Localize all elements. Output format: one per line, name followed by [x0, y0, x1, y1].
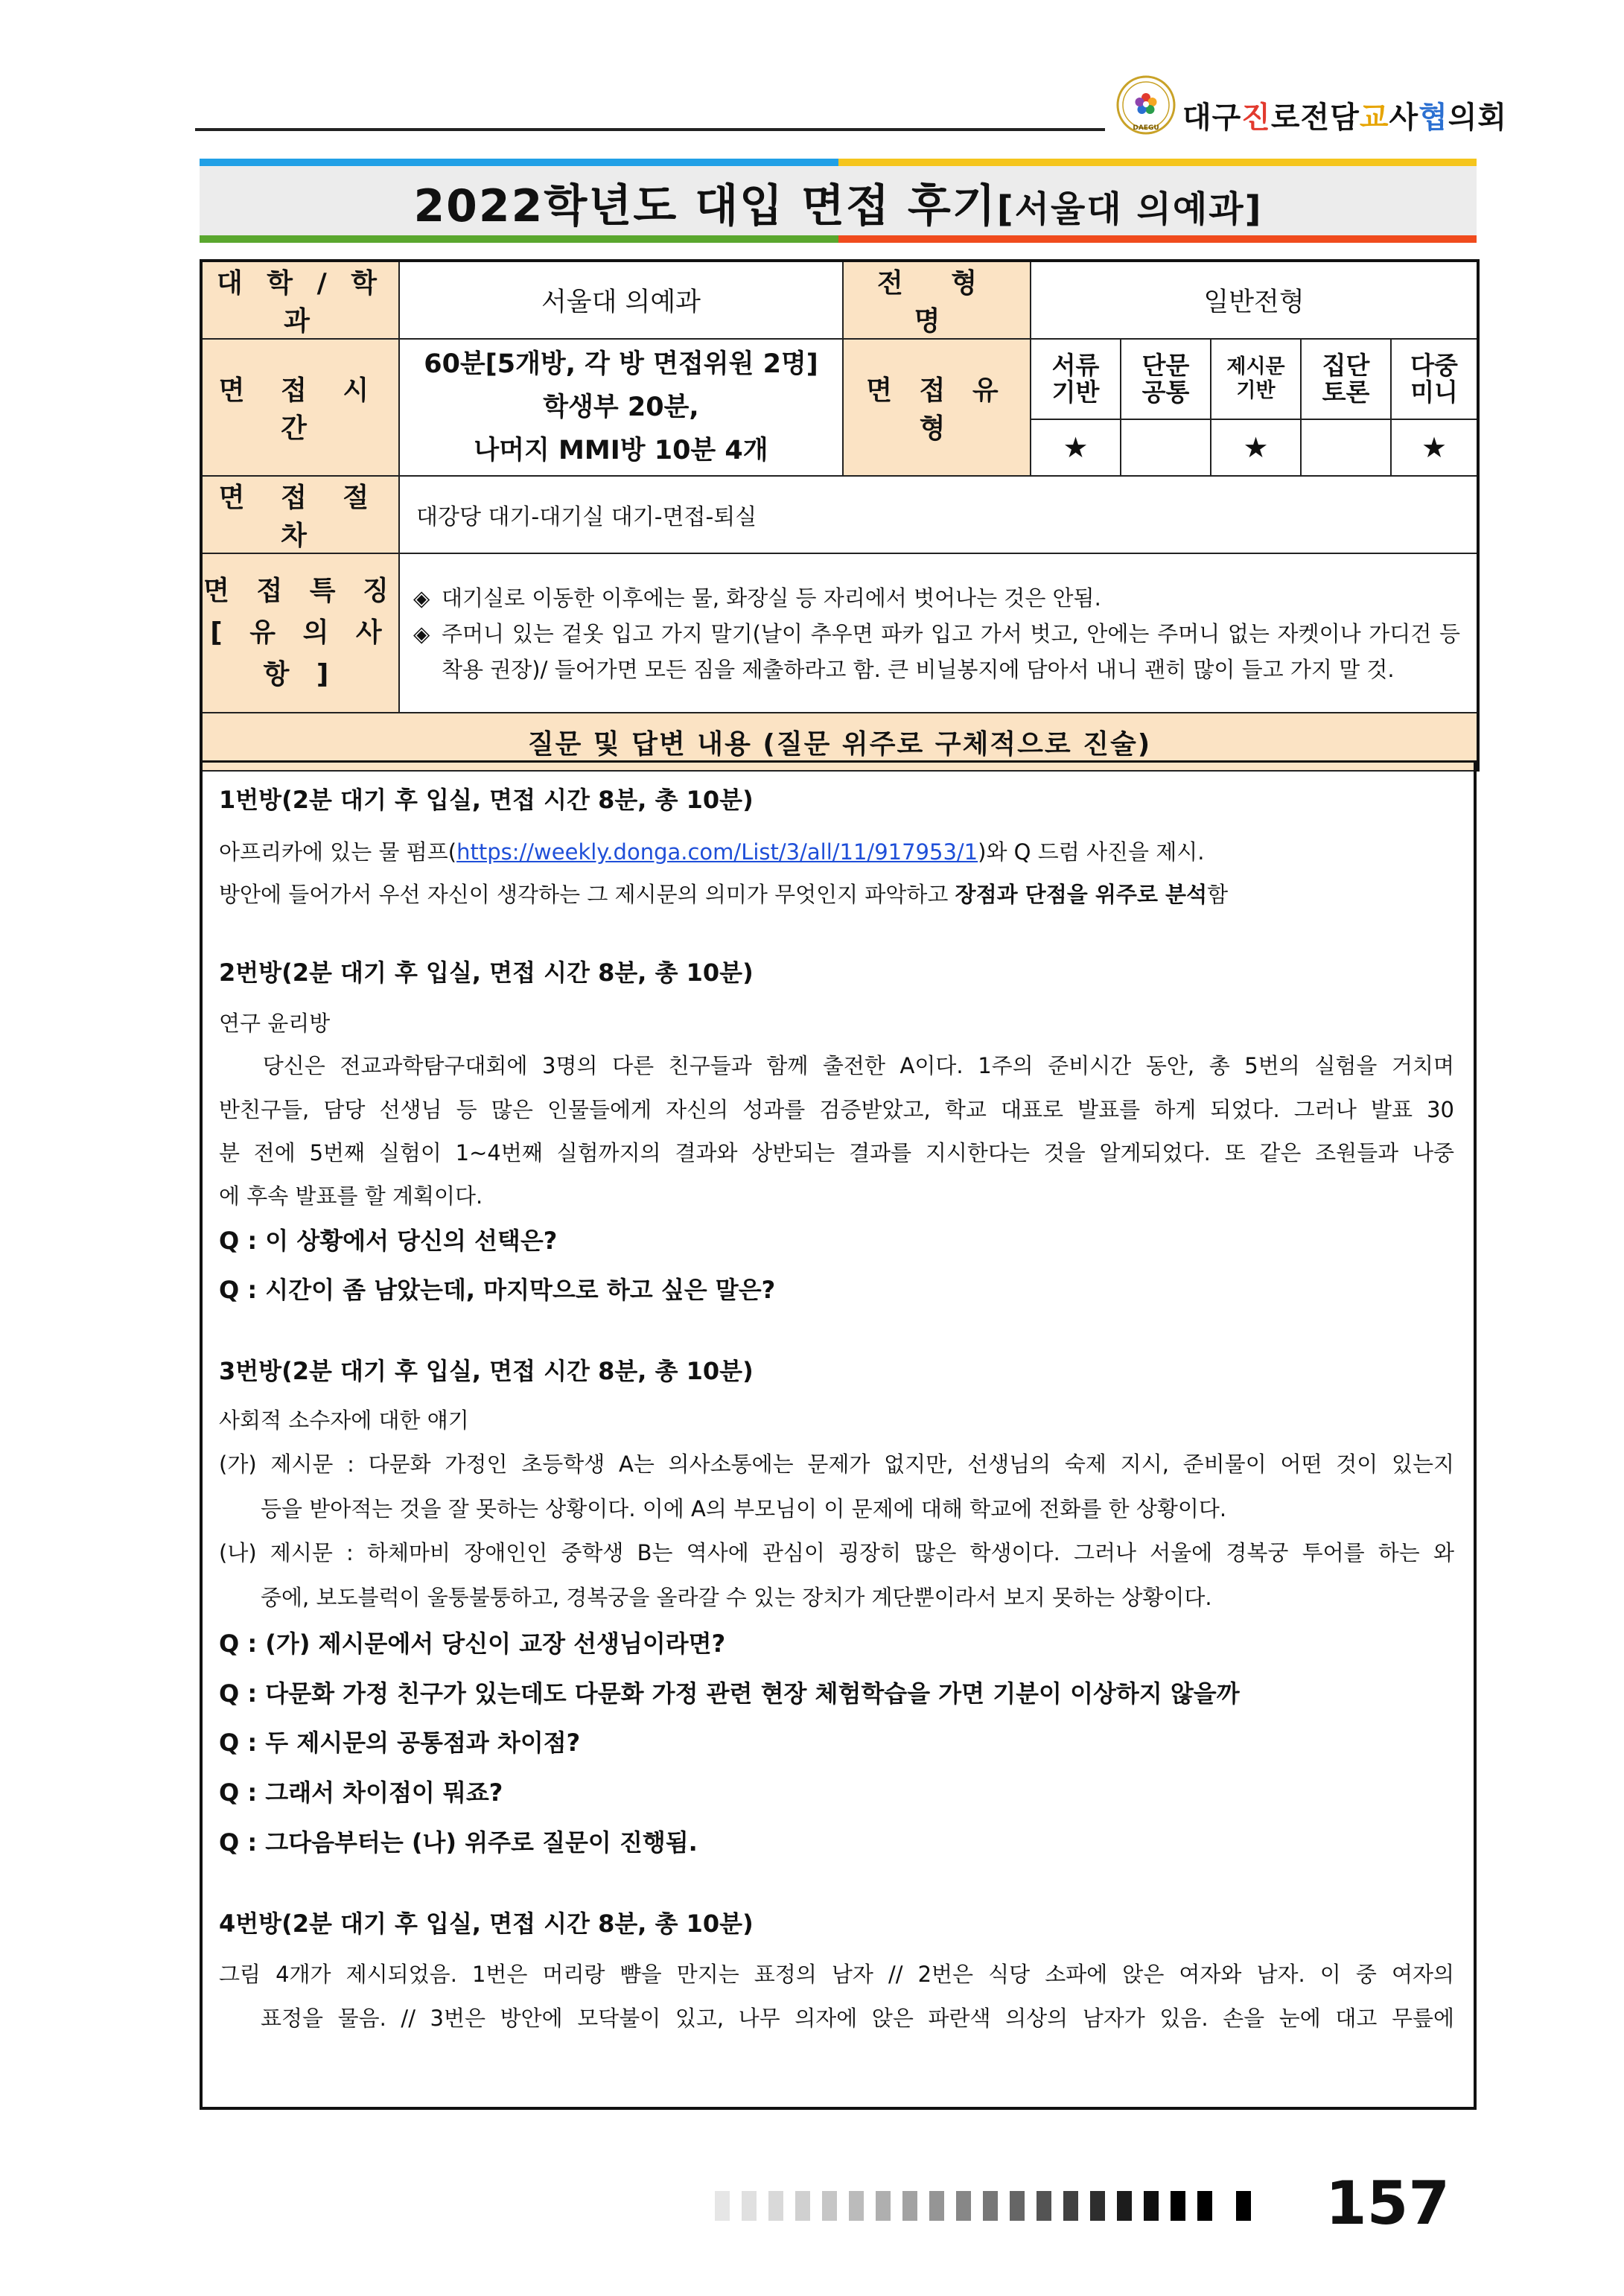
header-rule — [195, 128, 1105, 131]
admission-type-value: 일반전형 — [1031, 261, 1478, 339]
feature-item: ◈ 주머니 있는 겉옷 입고 가지 말기(날이 추우면 파카 입고 가서 벗고, 안에는 주머니 없는 자켓이나 가디건 등 착용 권장)/ 들어가면 모든 짐을 제출하라고 함. 큰 비닐봉지에 담아서 내니 괜히 많이 들고 가지 말 것. — [413, 616, 1460, 687]
diamond-bullet-icon: ◈ — [413, 621, 430, 646]
diamond-bullet-icon: ◈ — [413, 585, 430, 611]
features-list — [399, 553, 1478, 713]
logo-text: DAEGU — [1133, 124, 1159, 132]
room4-line2: 표정을 물음. // 3번은 방안에 모닥불이 있고, 나무 의자에 앉은 파란색 의상의 남자가 있음. 손을 눈에 대고 무릎에 — [261, 2006, 1454, 2031]
type-document-based: 서류 기반 — [1031, 339, 1121, 419]
org-name: 대구진로전담교사협의회 — [1182, 101, 1508, 135]
interview-type-label: 면 접 유 형 — [843, 339, 1031, 476]
page-number: 157 — [1325, 2169, 1450, 2238]
procedure-value: 대강당 대기-대기실 대기-면접-퇴실 — [399, 476, 1478, 553]
title-banner — [200, 159, 1477, 243]
org-logo-icon — [1115, 74, 1176, 136]
donga-link[interactable]: https://weekly.donga.com/List/3/all/11/917953/1 — [456, 839, 978, 865]
room2-question: Q : 시간이 좀 남았는데, 마지막으로 하고 싶은 말은? — [219, 1276, 776, 1304]
univ-value: 서울대 의예과 — [399, 261, 843, 339]
room3-passage-a: (가) 제시문 : 다문화 가정인 초등학생 A는 의사소통에는 문제가 없지만, 선생님의 숙제 지시, 준비물이 어떤 것이 있는지 — [219, 1451, 1454, 1477]
interview-info-table — [200, 259, 1480, 772]
type-passage-based: 제시문 기반 — [1211, 339, 1301, 419]
room2-subtitle: 연구 윤리방 — [219, 1011, 331, 1036]
type-short-common: 단문 공통 — [1121, 339, 1211, 419]
room3-question: Q : 그래서 차이점이 뭐죠? — [219, 1778, 503, 1807]
star-icon: ★ — [1031, 419, 1121, 476]
type-mmi: 다중 미니 — [1391, 339, 1478, 419]
star-cell-empty — [1121, 419, 1211, 476]
room3-passage-b: (나) 제시문 : 하체마비 장애인인 중학생 B는 역사에 관심이 굉장히 많은 학생이다. 그러나 서울에 경복궁 투어를 하는 와 — [219, 1540, 1454, 1565]
room2-question: Q : 이 상황에서 당신의 선택은? — [219, 1227, 558, 1255]
room2-paragraph-line: 분 전에 5번째 실험이 1~4번째 실험까지의 결과와 상반되는 결과를 지시한다는 것을 알게되었다. 또 같은 조원들과 나중 — [219, 1140, 1454, 1166]
qa-section-header: 질문 및 답변 내용 (질문 위주로 구체적으로 진술) — [201, 713, 1478, 771]
room3-passage-b-cont: 중에, 보도블럭이 울퉁불퉁하고, 경복궁을 올라갈 수 있는 장치가 계단뿐이라서 보지 못하는 상황이다. — [261, 1585, 1212, 1610]
room1-line2: 방안에 들어가서 우선 자신이 생각하는 그 제시문의 의미가 무엇인지 파악하고 장점과 단점을 위주로 분석함 — [219, 882, 1229, 907]
room2-paragraph-line: 에 후속 발표를 할 계획이다. — [219, 1183, 483, 1209]
type-group-discussion: 집단 토론 — [1301, 339, 1391, 419]
room3-title: 3번방(2분 대기 후 입실, 면접 시간 8분, 총 10분) — [219, 1357, 754, 1385]
room4-line1: 그림 4개가 제시되었음. 1번은 머리랑 뺨을 만지는 표정의 남자 // 2번은 식당 소파에 앉은 여자와 남자. 이 중 여자의 — [219, 1962, 1454, 1987]
room3-question: Q : (가) 제시문에서 당신이 교장 선생님이라면? — [219, 1629, 726, 1658]
room3-question: Q : 그다음부터는 (나) 위주로 질문이 진행됨. — [219, 1828, 698, 1857]
room2-title: 2번방(2분 대기 후 입실, 면접 시간 8분, 총 10분) — [219, 958, 754, 987]
room3-subtitle: 사회적 소수자에 대한 얘기 — [219, 1408, 469, 1433]
room1-line1: 아프리카에 있는 물 펌프(https://weekly.donga.com/List/3/all/11/917953/1)와 Q 드럼 사진을 제시. — [219, 839, 1205, 865]
room2-paragraph-line: 반친구들, 담당 선생님 등 많은 인물들에게 자신의 성과를 검증받았고, 학교 대표로 발표를 하게 되었다. 그러나 발표 30 — [219, 1097, 1454, 1122]
feature-item: ◈ 대기실로 이동한 이후에는 물, 화장실 등 자리에서 벗어나는 것은 안됨. — [413, 580, 1460, 616]
procedure-label: 면 접 절 차 — [201, 476, 399, 553]
room2-paragraph-line: 당신은 전교과학탐구대회에 3명의 다른 친구들과 함께 출전한 A이다. 1주의 준비시간 동안, 총 5번의 실험을 거치며 — [219, 1053, 1454, 1078]
interview-time-value: 60분[5개방, 각 방 면접위원 2명] 학생부 20분, 나머지 MMI방 10분 4개 — [399, 339, 843, 476]
room3-question: Q : 두 제시문의 공통점과 차이점? — [219, 1729, 581, 1757]
interview-time-label: 면 접 시 간 — [201, 339, 399, 476]
star-icon: ★ — [1211, 419, 1301, 476]
room3-question: Q : 다문화 가정 친구가 있는데도 다문화 가정 관련 현장 체험학습을 가면 기분이 이상하지 않을까 — [219, 1679, 1240, 1708]
room3-passage-a-cont: 등을 받아적는 것을 잘 못하는 상황이다. 이에 A의 부모님이 이 문제에 대해 학교에 전화를 한 상황이다. — [261, 1496, 1227, 1521]
univ-label: 대 학 / 학 과 — [201, 261, 399, 339]
star-cell-empty — [1301, 419, 1391, 476]
admission-type-label: 전 형 명 — [843, 261, 1031, 339]
qa-content — [200, 760, 1477, 2110]
room1-title: 1번방(2분 대기 후 입실, 면접 시간 8분, 총 10분) — [219, 786, 754, 814]
room4-title: 4번방(2분 대기 후 입실, 면접 시간 8분, 총 10분) — [219, 1909, 754, 1938]
features-label: 면 접 특 징 [ 유 의 사 항 ] — [201, 553, 399, 713]
page-title: 2022학년도 대입 면접 후기[서울대 의예과] — [413, 180, 1263, 232]
star-icon: ★ — [1391, 419, 1478, 476]
